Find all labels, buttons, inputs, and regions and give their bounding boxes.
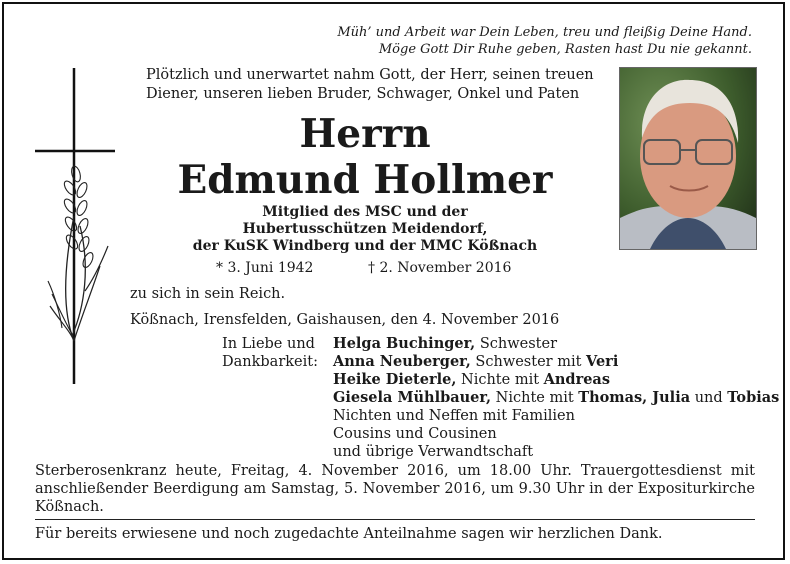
survivor-relation: Schwester mit (470, 354, 587, 370)
membership-line: Hubertusschützen Meidendorf, (242, 221, 488, 237)
deceased-name: Edmund Hollmer (177, 157, 553, 203)
cross-wheat-icon (30, 66, 120, 386)
survivor-relation: Nichte mit (491, 390, 579, 406)
survivors-list (333, 335, 779, 461)
intro-line: Diener, unseren lieben Bruder, Schwager, Onkel und Paten (146, 86, 580, 102)
reich-line: zu sich in sein Reich. (130, 286, 286, 302)
survivors-label-line: In Liebe und (222, 336, 315, 352)
birth-date: * 3. Juni 1942 (216, 260, 314, 276)
intro-text (146, 66, 594, 104)
survivor-line (333, 371, 779, 389)
place-date: Kößnach, Irensfelden, Gaishausen, den 4. November 2016 (130, 312, 560, 328)
salutation: Herrn (299, 111, 431, 157)
survivor-line: Cousins und Cousinen (333, 426, 497, 442)
survivors-label-line: Dankbarkeit: (222, 354, 318, 370)
survivor-partner: Veri (586, 353, 619, 370)
survivor-line: Nichten und Neffen mit Familien (333, 408, 575, 424)
survivor-line (333, 335, 779, 353)
survivors-label (222, 335, 330, 371)
membership-line: der KuSK Windberg und der MMC Kößnach (192, 238, 538, 254)
motto-line: Müh’ und Arbeit war Dein Leben, treu und fleißig Deine Hand. (337, 25, 752, 40)
motto (0, 24, 752, 58)
survivor-name: Heike Dieterle, (333, 371, 457, 388)
survivor-partner: Andreas (543, 371, 610, 388)
survivor-name: Anna Neuberger, (333, 353, 471, 370)
death-date: † 2. November 2016 (368, 260, 512, 276)
divider (35, 519, 755, 520)
survivor-relation: Schwester (475, 336, 558, 352)
funeral-info: Sterberosenkranz heute, Freitag, 4. November 2016, um 18.00 Uhr. Trauergottesdienst mit anschließender Beerdigung am Samstag, 5. November 2016, um 9.30 Uhr in der Expositurkirche Kößnach. (35, 463, 755, 515)
survivor-children: Thomas, Julia (578, 389, 691, 406)
motto-line: Möge Gott Dir Ruhe geben, Rasten hast Du nie gekannt. (378, 42, 752, 57)
survivor-line (333, 389, 779, 407)
survivor-name: Helga Buchinger, (333, 335, 476, 352)
membership-line: Mitglied des MSC und der (262, 204, 468, 220)
intro-line: Plötzlich und unerwartet nahm Gott, der Herr, seinen treuen (146, 67, 594, 83)
memberships (130, 204, 600, 255)
survivor-line (333, 353, 779, 371)
survivor-relation: Nichte mit (456, 372, 544, 388)
survivor-children: Tobias (727, 389, 780, 406)
portrait-photo (619, 67, 757, 250)
survivor-name: Giesela Mühlbauer, (333, 389, 492, 406)
thanks-line: Für bereits erwiesene und noch zugedachte Anteilnahme sagen wir herzlichen Dank. (35, 526, 663, 542)
survivor-conjunction: und (690, 390, 728, 406)
survivor-line: und übrige Verwandtschaft (333, 444, 534, 460)
